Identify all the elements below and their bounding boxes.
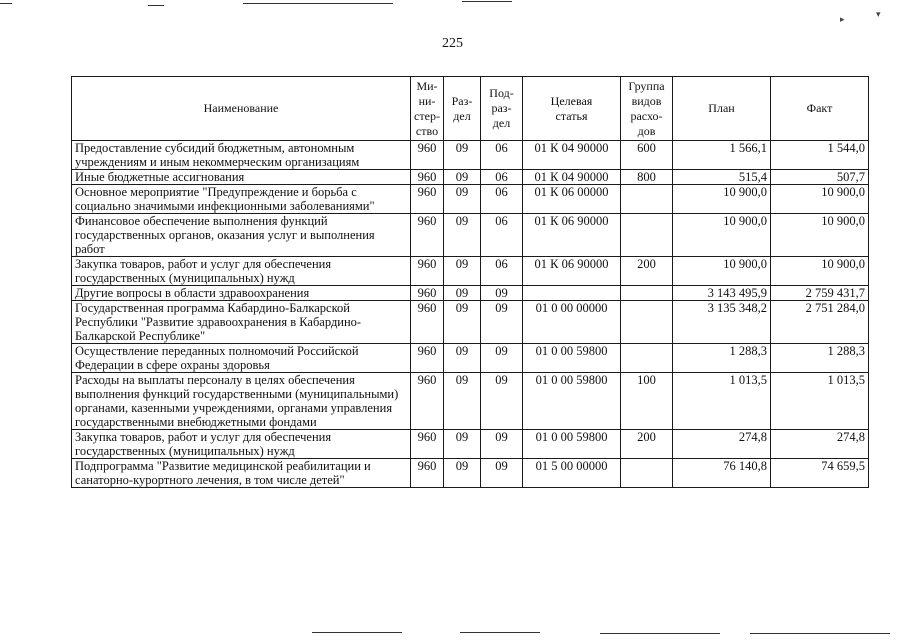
- cell-target: 01 К 06 90000: [523, 214, 621, 257]
- cell-fact: 2 751 284,0: [771, 301, 869, 344]
- cell-fact: 2 759 431,7: [771, 286, 869, 301]
- cell-ministry: 960: [411, 430, 444, 459]
- cell-plan: 10 900,0: [673, 257, 771, 286]
- cell-name: Другие вопросы в области здравоохранения: [72, 286, 411, 301]
- table-row: [72, 185, 869, 214]
- cell-plan: 274,8: [673, 430, 771, 459]
- cell-plan: 10 900,0: [673, 185, 771, 214]
- header-fact: Факт: [771, 77, 869, 141]
- cell-target: 01 5 00 00000: [523, 459, 621, 488]
- scan-artifact-line: [750, 633, 890, 634]
- cell-target: 01 К 06 90000: [523, 257, 621, 286]
- table-row: [72, 373, 869, 430]
- table-row: [72, 141, 869, 170]
- scan-artifact-line: [312, 632, 402, 633]
- cell-plan: 1 566,1: [673, 141, 771, 170]
- cell-group: [621, 344, 673, 373]
- table-row: [72, 344, 869, 373]
- cell-subsection: 09: [481, 301, 523, 344]
- table-row: [72, 286, 869, 301]
- cell-fact: 10 900,0: [771, 214, 869, 257]
- cell-target: 01 0 00 00000: [523, 301, 621, 344]
- cell-plan: 515,4: [673, 170, 771, 185]
- cell-name: Государственная программа Кабардино-Балкарской Республики "Развитие здравоохранения в Кабардино-Балкарской Республике": [72, 301, 411, 344]
- scan-artifact-line: [460, 632, 540, 633]
- cell-name: Осуществление переданных полномочий Российской Федерации в сфере охраны здоровья: [72, 344, 411, 373]
- table-row: [72, 301, 869, 344]
- cell-subsection: 09: [481, 373, 523, 430]
- scan-artifact-line: [462, 1, 512, 2]
- cell-name: Расходы на выплаты персоналу в целях обеспечения выполнения функций государственными (муниципальными) органами, казенными учреждениями, органами управления государственными внебюджетными фондами: [72, 373, 411, 430]
- budget-table: [71, 76, 869, 488]
- cell-ministry: 960: [411, 286, 444, 301]
- cell-section: 09: [444, 373, 481, 430]
- header-plan: План: [673, 77, 771, 141]
- cell-subsection: 06: [481, 185, 523, 214]
- header-section: Раз- дел: [444, 77, 481, 141]
- scan-artifact-mark: ▸: [840, 14, 845, 24]
- page-number: 225: [442, 36, 463, 51]
- cell-subsection: 09: [481, 430, 523, 459]
- cell-group: 800: [621, 170, 673, 185]
- scan-artifact-line: [0, 3, 12, 4]
- table-row: [72, 430, 869, 459]
- cell-fact: 10 900,0: [771, 185, 869, 214]
- cell-name: Закупка товаров, работ и услуг для обеспечения государственных (муниципальных) нужд: [72, 430, 411, 459]
- scan-artifact-line: [600, 633, 720, 634]
- cell-target: 01 0 00 59800: [523, 430, 621, 459]
- cell-ministry: 960: [411, 141, 444, 170]
- cell-ministry: 960: [411, 301, 444, 344]
- cell-section: 09: [444, 257, 481, 286]
- cell-group: [621, 185, 673, 214]
- cell-ministry: 960: [411, 214, 444, 257]
- scan-artifact-mark: ▾: [876, 9, 881, 19]
- cell-subsection: 09: [481, 459, 523, 488]
- cell-plan: 10 900,0: [673, 214, 771, 257]
- cell-fact: 507,7: [771, 170, 869, 185]
- cell-section: 09: [444, 459, 481, 488]
- scan-artifact-line: [148, 5, 164, 6]
- header-ministry: Ми- ни- стер- ство: [411, 77, 444, 141]
- cell-target: [523, 286, 621, 301]
- cell-fact: 10 900,0: [771, 257, 869, 286]
- cell-subsection: 06: [481, 141, 523, 170]
- cell-plan: 1 013,5: [673, 373, 771, 430]
- cell-group: 100: [621, 373, 673, 430]
- cell-ministry: 960: [411, 185, 444, 214]
- cell-group: [621, 301, 673, 344]
- cell-subsection: 09: [481, 344, 523, 373]
- table-row: [72, 214, 869, 257]
- table-row: [72, 459, 869, 488]
- cell-plan: 3 135 348,2: [673, 301, 771, 344]
- cell-target: 01 К 06 00000: [523, 185, 621, 214]
- cell-target: 01 К 04 90000: [523, 141, 621, 170]
- cell-section: 09: [444, 214, 481, 257]
- cell-name: Подпрограмма "Развитие медицинской реабилитации и санаторно-курортного лечения, в том числе детей": [72, 459, 411, 488]
- cell-fact: 274,8: [771, 430, 869, 459]
- cell-name: Финансовое обеспечение выполнения функций государственных органов, оказания услуг и выполнения работ: [72, 214, 411, 257]
- cell-plan: 76 140,8: [673, 459, 771, 488]
- cell-name: Закупка товаров, работ и услуг для обеспечения государственных (муниципальных) нужд: [72, 257, 411, 286]
- cell-ministry: 960: [411, 459, 444, 488]
- cell-target: 01 0 00 59800: [523, 373, 621, 430]
- cell-section: 09: [444, 430, 481, 459]
- cell-ministry: 960: [411, 170, 444, 185]
- cell-group: 200: [621, 257, 673, 286]
- cell-group: [621, 214, 673, 257]
- cell-subsection: 06: [481, 170, 523, 185]
- cell-ministry: 960: [411, 257, 444, 286]
- cell-subsection: 06: [481, 214, 523, 257]
- cell-ministry: 960: [411, 373, 444, 430]
- cell-ministry: 960: [411, 344, 444, 373]
- cell-fact: 74 659,5: [771, 459, 869, 488]
- cell-group: [621, 286, 673, 301]
- cell-section: 09: [444, 344, 481, 373]
- cell-fact: 1 544,0: [771, 141, 869, 170]
- cell-subsection: 06: [481, 257, 523, 286]
- cell-section: 09: [444, 301, 481, 344]
- table-row: [72, 257, 869, 286]
- cell-section: 09: [444, 141, 481, 170]
- cell-section: 09: [444, 286, 481, 301]
- cell-name: Основное мероприятие "Предупреждение и борьба с социально значимыми инфекционными заболеваниями": [72, 185, 411, 214]
- cell-target: 01 0 00 59800: [523, 344, 621, 373]
- cell-plan: 3 143 495,9: [673, 286, 771, 301]
- cell-target: 01 К 04 90000: [523, 170, 621, 185]
- cell-section: 09: [444, 170, 481, 185]
- cell-group: [621, 459, 673, 488]
- cell-group: 600: [621, 141, 673, 170]
- table-row: [72, 170, 869, 185]
- cell-section: 09: [444, 185, 481, 214]
- cell-plan: 1 288,3: [673, 344, 771, 373]
- cell-fact: 1 013,5: [771, 373, 869, 430]
- header-group: Группа видов расхо- дов: [621, 77, 673, 141]
- scan-artifact-line: [243, 3, 393, 4]
- cell-name: Предоставление субсидий бюджетным, автономным учреждениям и иным некоммерческим организациям: [72, 141, 411, 170]
- header-target: Целевая статья: [523, 77, 621, 141]
- table-header-row: [72, 77, 869, 141]
- cell-group: 200: [621, 430, 673, 459]
- cell-name: Иные бюджетные ассигнования: [72, 170, 411, 185]
- header-subsection: Под- раз- дел: [481, 77, 523, 141]
- cell-fact: 1 288,3: [771, 344, 869, 373]
- header-name: Наименование: [72, 77, 411, 141]
- cell-subsection: 09: [481, 286, 523, 301]
